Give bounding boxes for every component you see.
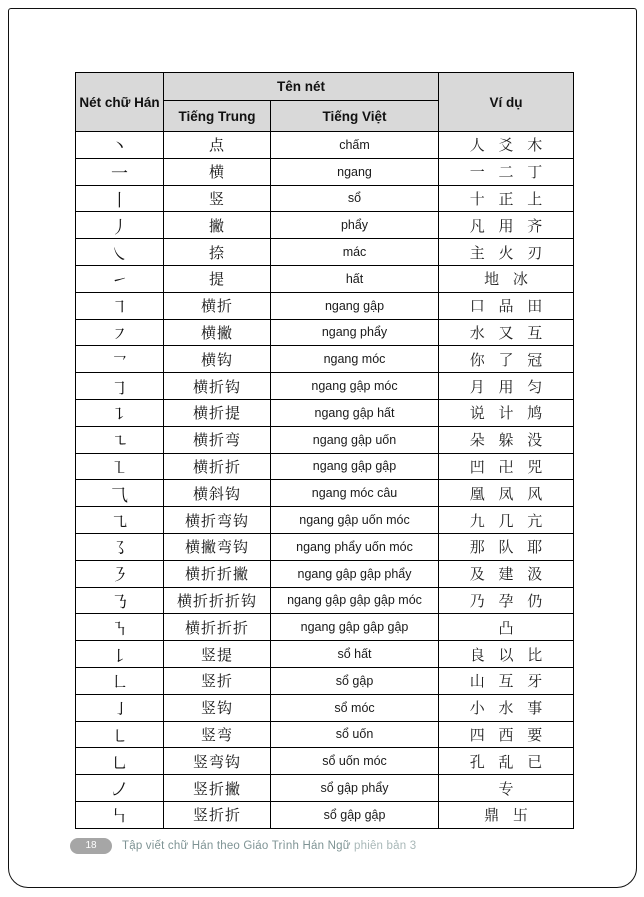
table-row	[76, 560, 574, 587]
vietnamese-name-cell: ngang móc câu	[271, 480, 439, 507]
stroke-cell: ⺄	[76, 480, 164, 507]
chinese-name-cell: 横折提	[164, 399, 271, 426]
table-row	[76, 694, 574, 721]
vietnamese-name-cell: ngang gập gập gập móc	[271, 587, 439, 614]
chinese-name-cell: 横折折撇	[164, 560, 271, 587]
vietnamese-name-cell: sổ uốn móc	[271, 748, 439, 775]
chinese-name-cell: 竖弯钩	[164, 748, 271, 775]
chinese-name-cell: 撇	[164, 212, 271, 239]
examples-cell: 朵 躲 没	[439, 426, 574, 453]
vietnamese-name-cell: hất	[271, 265, 439, 292]
stroke-cell: ㇎	[76, 614, 164, 641]
stroke-cell: ㇡	[76, 587, 164, 614]
stroke-cell: ㇙	[76, 641, 164, 668]
table-row	[76, 480, 574, 507]
stroke-cell: 一	[76, 158, 164, 185]
examples-cell: 九 几 亢	[439, 507, 574, 534]
footer-title	[122, 840, 416, 852]
chinese-name-cell: 竖折	[164, 667, 271, 694]
vietnamese-name-cell: ngang móc	[271, 346, 439, 373]
table-row	[76, 346, 574, 373]
chinese-name-cell: 横折钩	[164, 373, 271, 400]
vietnamese-name-cell: ngang gập hất	[271, 399, 439, 426]
vietnamese-name-cell: ngang gập gập phẩy	[271, 560, 439, 587]
table-row	[76, 399, 574, 426]
vietnamese-name-cell: ngang gập uốn	[271, 426, 439, 453]
table-row	[76, 212, 574, 239]
stroke-cell: ㇞	[76, 801, 164, 828]
table-row	[76, 292, 574, 319]
vietnamese-name-cell: chấm	[271, 132, 439, 159]
vietnamese-name-cell: ngang gập gập gập	[271, 614, 439, 641]
table-row	[76, 748, 574, 775]
vietnamese-name-cell: ngang gập gập	[271, 453, 439, 480]
stroke-cell: 丶	[76, 132, 164, 159]
chinese-name-cell: 提	[164, 265, 271, 292]
table-row	[76, 533, 574, 560]
examples-cell: 那 队 耶	[439, 533, 574, 560]
table-row	[76, 614, 574, 641]
examples-cell: 四 西 要	[439, 721, 574, 748]
stroke-cell: ㇇	[76, 319, 164, 346]
vietnamese-name-cell: mác	[271, 239, 439, 266]
chinese-name-cell: 横	[164, 158, 271, 185]
stroke-cell: ㇍	[76, 426, 164, 453]
chinese-name-cell: 横折折折钩	[164, 587, 271, 614]
stroke-table-header	[76, 73, 574, 132]
stroke-cell: ㇈	[76, 507, 164, 534]
vietnamese-name-cell: sổ hất	[271, 641, 439, 668]
chinese-name-cell: 横折折	[164, 453, 271, 480]
vietnamese-name-cell: ngang	[271, 158, 439, 185]
chinese-name-cell: 横折折折	[164, 614, 271, 641]
examples-cell: 凸	[439, 614, 574, 641]
examples-cell: 山 互 牙	[439, 667, 574, 694]
examples-cell: 说 计 鸠	[439, 399, 574, 426]
footer-title-main: Tập viết chữ Hán theo Giáo Trình Hán Ngữ	[122, 840, 351, 852]
table-row	[76, 775, 574, 802]
examples-cell: 乃 孕 仍	[439, 587, 574, 614]
header-name-group: Tên nét	[164, 73, 439, 101]
examples-cell: 十 正 上	[439, 185, 574, 212]
examples-cell: 一 二 丁	[439, 158, 574, 185]
header-row-top	[76, 73, 574, 101]
examples-cell: 良 以 比	[439, 641, 574, 668]
examples-cell: 凰 凤 风	[439, 480, 574, 507]
table-row	[76, 265, 574, 292]
stroke-cell: ㇚	[76, 694, 164, 721]
table-row	[76, 239, 574, 266]
table-row	[76, 132, 574, 159]
chinese-name-cell: 横钩	[164, 346, 271, 373]
header-examples-column: Ví dụ	[439, 73, 574, 132]
examples-cell: 水 又 互	[439, 319, 574, 346]
vietnamese-name-cell: ngang phẩy	[271, 319, 439, 346]
vietnamese-name-cell: sổ gập phẩy	[271, 775, 439, 802]
chinese-name-cell: 横撇	[164, 319, 271, 346]
chinese-name-cell: 竖弯	[164, 721, 271, 748]
examples-cell: 你 了 冠	[439, 346, 574, 373]
table-row	[76, 426, 574, 453]
vietnamese-name-cell: sổ gập gập	[271, 801, 439, 828]
vietnamese-name-cell: phẩy	[271, 212, 439, 239]
vietnamese-name-cell: sổ uốn	[271, 721, 439, 748]
table-row	[76, 453, 574, 480]
header-chinese-subcolumn: Tiếng Trung	[164, 101, 271, 132]
stroke-cell: ㇏	[76, 239, 164, 266]
chinese-name-cell: 竖提	[164, 641, 271, 668]
vietnamese-name-cell: ngang gập uốn móc	[271, 507, 439, 534]
stroke-cell: 丿	[76, 212, 164, 239]
page-number-badge: 18	[70, 838, 112, 854]
vietnamese-name-cell: ngang gập	[271, 292, 439, 319]
table-row	[76, 373, 574, 400]
table-row	[76, 667, 574, 694]
page-footer	[70, 838, 590, 854]
examples-cell: 地 冰	[439, 265, 574, 292]
stroke-cell: ㇄	[76, 721, 164, 748]
examples-cell: 孔 乱 已	[439, 748, 574, 775]
table-row	[76, 185, 574, 212]
examples-cell: 口 品 田	[439, 292, 574, 319]
table-row	[76, 721, 574, 748]
chinese-name-cell: 竖折折	[164, 801, 271, 828]
stroke-cell: ㇌	[76, 533, 164, 560]
table-row	[76, 507, 574, 534]
vietnamese-name-cell: sổ	[271, 185, 439, 212]
stroke-cell: ㇕	[76, 292, 164, 319]
vietnamese-name-cell: ngang phẩy uốn móc	[271, 533, 439, 560]
vietnamese-name-cell: ngang gập móc	[271, 373, 439, 400]
stroke-cell: ㇋	[76, 560, 164, 587]
chinese-name-cell: 横折	[164, 292, 271, 319]
chinese-name-cell: 横斜钩	[164, 480, 271, 507]
table-row	[76, 801, 574, 828]
chinese-name-cell: 横折弯钩	[164, 507, 271, 534]
stroke-cell: ㇟	[76, 748, 164, 775]
table-row	[76, 319, 574, 346]
table-row	[76, 158, 574, 185]
stroke-cell: ㇗	[76, 667, 164, 694]
vietnamese-name-cell: sổ gập	[271, 667, 439, 694]
examples-cell: 小 水 事	[439, 694, 574, 721]
chinese-name-cell: 横撇弯钩	[164, 533, 271, 560]
footer-title-suffix: phiên bản 3	[354, 840, 417, 852]
stroke-table-body	[76, 132, 574, 829]
chinese-name-cell: 捺	[164, 239, 271, 266]
stroke-cell: ㇊	[76, 399, 164, 426]
examples-cell: 专	[439, 775, 574, 802]
stroke-cell: ㇖	[76, 346, 164, 373]
chinese-name-cell: 竖折撇	[164, 775, 271, 802]
table-row	[76, 587, 574, 614]
chinese-name-cell: 竖	[164, 185, 271, 212]
stroke-cell: ㇅	[76, 453, 164, 480]
examples-cell: 人 爻 木	[439, 132, 574, 159]
examples-cell: 及 建 汲	[439, 560, 574, 587]
chinese-name-cell: 横折弯	[164, 426, 271, 453]
examples-cell: 鼎 卐	[439, 801, 574, 828]
header-vietnamese-subcolumn: Tiếng Việt	[271, 101, 439, 132]
vietnamese-name-cell: sổ móc	[271, 694, 439, 721]
stroke-table	[75, 72, 574, 829]
table-row	[76, 641, 574, 668]
stroke-cell: 丨	[76, 185, 164, 212]
stroke-cell: ㇀	[76, 265, 164, 292]
examples-cell: 凡 用 齐	[439, 212, 574, 239]
examples-cell: 主 火 刃	[439, 239, 574, 266]
header-stroke-column: Nét chữ Hán	[76, 73, 164, 132]
examples-cell: 凹 卍 兕	[439, 453, 574, 480]
examples-cell: 月 用 匀	[439, 373, 574, 400]
chinese-name-cell: 竖钩	[164, 694, 271, 721]
chinese-name-cell: 点	[164, 132, 271, 159]
stroke-cell: ㇆	[76, 373, 164, 400]
stroke-cell: ㇢	[76, 775, 164, 802]
